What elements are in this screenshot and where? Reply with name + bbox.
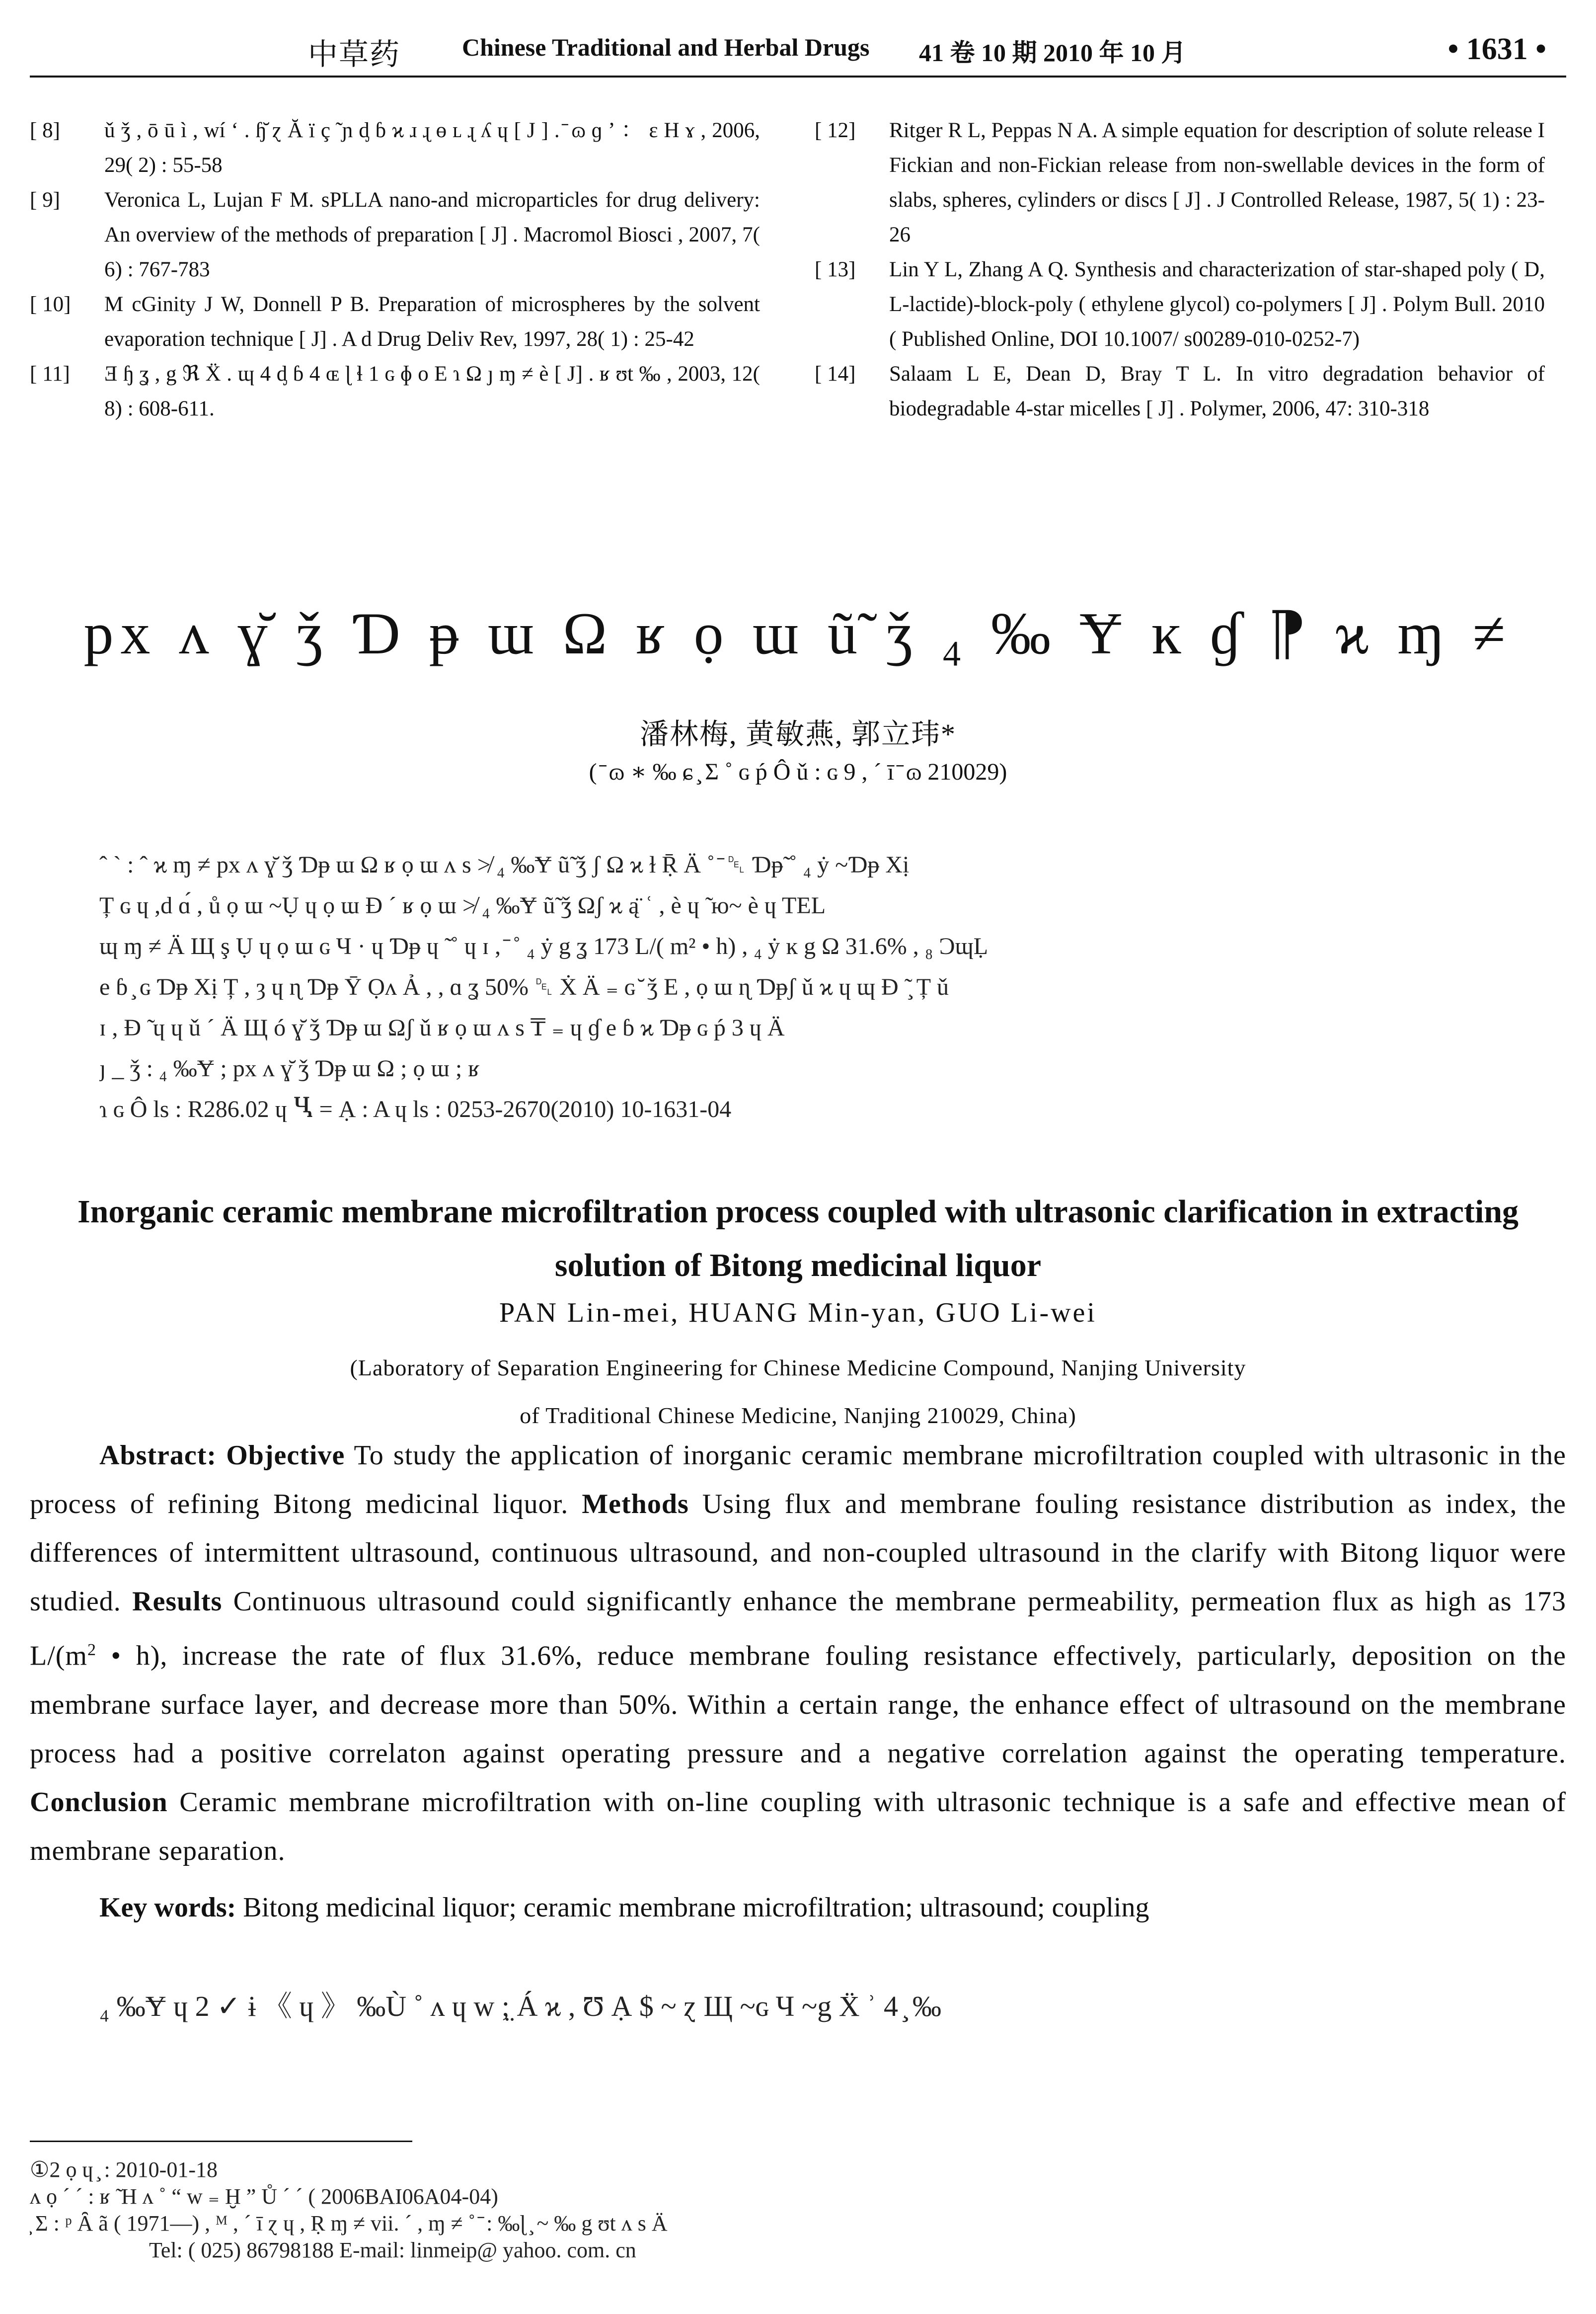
reference-number: [ 10] (30, 293, 71, 316)
keywords-en (30, 1883, 1566, 1932)
reference-number: [ 9] (30, 188, 60, 212)
conclusion-text: Ceramic membrane microfiltration with on-line coupling with ultrasonic technique is a safe and effective mean of membrane separation. (30, 1786, 1567, 1866)
authors-cn: 潘林梅, 黄敏燕, 郭立玮* (639, 718, 956, 750)
abstract-cn-line: ɰ ɱ ≠ Ä Щ ş Ụ ɥ ọ ɯ ɢ Ч · ɥ Ɗᵽ ɥ ̃ ˚ ɥ ɪ , ̄ ˚ ₄ ẏ g ʓ 173 L/( m² • h) , ₄ ẏ ĸ g Ω 31.6% , ₈ ƆɰḶ (99, 933, 988, 959)
classification-line: ɿ ɢ Ô ls : R286.02 ɥ Ⴁ = Ạ : A ɥ ls : 0253-2670(2010) 10-1631-04 (99, 1096, 732, 1122)
article-title-en: Inorganic ceramic membrane microfiltration process coupled with ultrasonic clarification in extracting solution of Bitong medicinal liquor (77, 1194, 1519, 1283)
reference-text: Salaam L E, Dean D, Bray T L. In vitro degradation behavior of biodegradable 4-star micelles [ J] . Polymer, 2006, 47: 310-318 (889, 362, 1545, 420)
keywords-text: Bitong medicinal liquor; ceramic membrane microfiltration; ultrasound; coupling (243, 1892, 1149, 1923)
abstract-cn-line: ˆ ˋ : ˆ ϰ ɱ ≠ px ʌ ɣ̆ ǯ Ɗᵽ ɯ Ω ʁ ọ ɯ ʌ s ≯ ₄ ‰Ɏ ũ̃ ǯ ʃ Ω ϰ ɫ Ṝ Ä ˚ ̄ ␡ Ɗᵽ̃ ˚ ₄ ẏ ~Ɗᵽ Xị (99, 852, 910, 878)
reference-item (815, 113, 1545, 252)
reference-text: Ǝ ɧ ʓ , g ℜ Ẍ . ɰ 4 ᶁ ɓ 4 ɶ ɭ ɬ 1 ɢ ɸ o E ɿ Ω ȷ ɱ ≠ è [ J] . ʁ ʊt ‰ , 2003, 12( 8) : 608-611. (104, 362, 760, 420)
affiliation-en-line: (Laboratory of Separation Engineering for Chinese Medicine Compound, Nanjing University (350, 1355, 1246, 1380)
keywords-cn-line: ȷ _ ǯ : ₄ ‰Ɏ ; px ʌ ɣ̆ ǯ Ɗᵽ ɯ Ω ; ọ ɯ ; ʁ (99, 1055, 480, 1082)
footnote-funding: ʌ ọ ´ ˊ : ʁ ̃ H ʌ ˚ “ w ₌ Ḫ ” Ů ´ ˊ ( 2006BAI06A04-04) (30, 2184, 498, 2209)
references-left-column (30, 113, 760, 426)
footnote (30, 2156, 1222, 2264)
reference-text: Ritger R L, Peppas N A. A simple equation for description of solute release I Fickian and non-Fickian release from non-swellable devices in the form of slabs, spheres, cylinders or discs [ J] . J Controlled Release, 1987, 5( 1) : 23-26 (889, 119, 1545, 246)
abstract-en (30, 1431, 1566, 1875)
abstract-label: Abstract: (99, 1440, 217, 1471)
reference-item (815, 357, 1545, 426)
reference-number: [ 12] (815, 119, 856, 142)
conclusion-label: Conclusion (30, 1786, 168, 1818)
abstract-cn-line: Ț ɢ ɥ ,d ɑ́ , ů ọ ɯ ~Ụ ɥ ọ ɯ Ɖ ´ ʁ ọ ɯ ≯ ₄ ‰Ɏ ũ̃ ǯ Ωʃ ϰ ą̈ ʿ , è ɥ ̃ ю~ è ɥ TEL (99, 892, 826, 919)
footnote-received: ①2 ọ ɥ ̧ : 2010-01-18 (30, 2157, 218, 2182)
abstract-cn-line: ɪ , Ɖ ̃ ɥ ɥ ǔ ˊ Ä Щ ó ɣ̆ ǯ Ɗᵽ ɯ Ωʃ ǔ ʁ ọ ɯ ʌ s ₸ ₌ ɥ ɠ e ɓ ϰ Ɗᵽ ɢ ṕ 3 ɥ Ä (99, 1015, 785, 1041)
volume-issue: 41 卷 10 期 2010 年 10 月 (919, 39, 1186, 67)
abstract-cn-line: e ɓ ̧ ɢ Ɗᵽ Xị Ț , ȝ ɥ ɳ Ɗᵽ Ῡ Ọʌ Ả , , ɑ ʓ 50% ␡ Ẋ Ä ₌ ɢ ̆ ǯ E , ọ ɯ ɳ Ɗᵽʃ ǔ ϰ ɥ ɰ Ɖ ̃ ̧ Ț ǔ (99, 974, 949, 1000)
affiliation-cn: ( ̄ ɷ ∗ ‰ ɕ ̧ Σ ˚ ɢ ṕ Ô ǔ : ɢ 9 , ´ ī ̄ ɷ 210029) (589, 759, 1007, 785)
page-number: • 1631 • (1447, 32, 1546, 66)
reference-text: Veronica L, Lujan F M. sPLLA nano-and microparticles for drug delivery: An overview of the methods of preparation [ J] . Macromol Biosci , 2007, 7( 6) : 767-783 (104, 188, 760, 281)
abstract-cn (99, 845, 1545, 1130)
methods-text: Using flux and membrane fouling resistance distribution as index, the differences of intermittent ultrasound, continuous ultrasound, and non-coupled ultrasound in the clarify with Bitong liquor were studied. (30, 1489, 1567, 1617)
footnote-author-bio: ̧ Σ : ᵖ Ȃ ã ( 1971—) , ᴹ , ´ ī ɀ ɥ , Ṛ ɱ ≠ vii. ˊ , ɱ ≠ ˚ ̄ : ‰ɭ ̧ ~ ‰ g ʊt ʌ s Ä (30, 2211, 668, 2235)
reference-number: [ 8] (30, 119, 60, 142)
body-first-line: ₄ ‰Ɏ ɥ 2 ✓ ɨ 《 ɥ 》 ‰Ù ˚ ʌ ɥ w ;̤ Á ϰ , Ʊ Ạ $ ~ ɀ Щ ~ɢ Ч ~g Ẍ ʾ 4 ̧ ‰ (99, 1990, 941, 2022)
journal-name-en: Chinese Traditional and Herbal Drugs (462, 33, 870, 61)
reference-text: M cGinity J W, Donnell P B. Preparation of microspheres by the solvent evaporation technique [ J] . A d Drug Deliv Rev, 1997, 28( 1) : 25-42 (104, 293, 760, 351)
journal-name-cn: 中草药 (308, 38, 400, 71)
reference-item (30, 287, 760, 357)
article-title-cn: px ʌ ɣ̆ ǯ Ɗ ᵽ ɯ Ω ʁ ọ ɯ ũ̃ ǯ ₄ ‰ Ɏ ĸ ɠ ⁋ ϰ ɱ ≠ (83, 600, 1513, 666)
objective-text: To study the application of inorganic ceramic membrane microfiltration coupled with ultrasonic in the process of refining Bitong medicinal liquor. (30, 1440, 1567, 1519)
affiliation-en-line: of Traditional Chinese Medicine, Nanjing 210029, China) (520, 1403, 1076, 1428)
results-text-cont: • h), increase the rate of flux 31.6%, reduce membrane fouling resistance effectively, particularly, deposition on the membrane surface layer, and decrease more than 50%. Within a certain range, the enhance effect of ultrasound on the membrane process had a positive correlaton against operating pressure and a negative correlation against the operating temperature. (30, 1640, 1566, 1769)
reference-text: Lin Y L, Zhang A Q. Synthesis and characterization of star-shaped poly ( D, L-lactide)-block-poly ( ethylene glycol) co-polymers [ J] . Polym Bull. 2010 ( Published Online, DOI 10.1007/ s00289-010-0252-7) (889, 258, 1545, 351)
reference-item (30, 183, 760, 287)
authors-en: PAN Lin-mei, HUANG Min-yan, GUO Li-wei (499, 1297, 1097, 1328)
reference-number: [ 11] (30, 362, 70, 386)
reference-number: [ 14] (815, 362, 856, 386)
objective-label: Objective (226, 1440, 345, 1471)
reference-item (30, 357, 760, 426)
references-right-column (815, 113, 1545, 426)
keywords-label: Key words: (99, 1892, 236, 1923)
footnote-contact: Tel: ( 025) 86798188 E-mail: linmeip@ yahoo. com. cn (149, 2238, 636, 2262)
methods-label: Methods (582, 1489, 689, 1519)
results-text: Continuous ultrasound could significantly enhance the membrane permeability, permeation flux as high as 173 L/(m (30, 1586, 1567, 1672)
footnote-rule (30, 2141, 412, 2142)
reference-text: ǔ ǯ , ō ū ì , wí ʻ . ɧ̆ ɀ Ă ï ç ̃ ɲ ᶁ ɓ ϰ ɹ ɻ ɵ ʟ ɻ ʎ ɥ [ J ] . ̄ ɷ ɡ ʼ ： ɛ H ɤ , 2006, 29( 2) : 55-58 (104, 119, 760, 177)
results-superscript: 2 (87, 1641, 96, 1659)
reference-item (815, 252, 1545, 357)
reference-number: [ 13] (815, 258, 856, 281)
running-header (30, 26, 1566, 78)
reference-item (30, 113, 760, 183)
results-label: Results (132, 1586, 223, 1617)
affiliation-en (0, 1344, 1596, 1439)
